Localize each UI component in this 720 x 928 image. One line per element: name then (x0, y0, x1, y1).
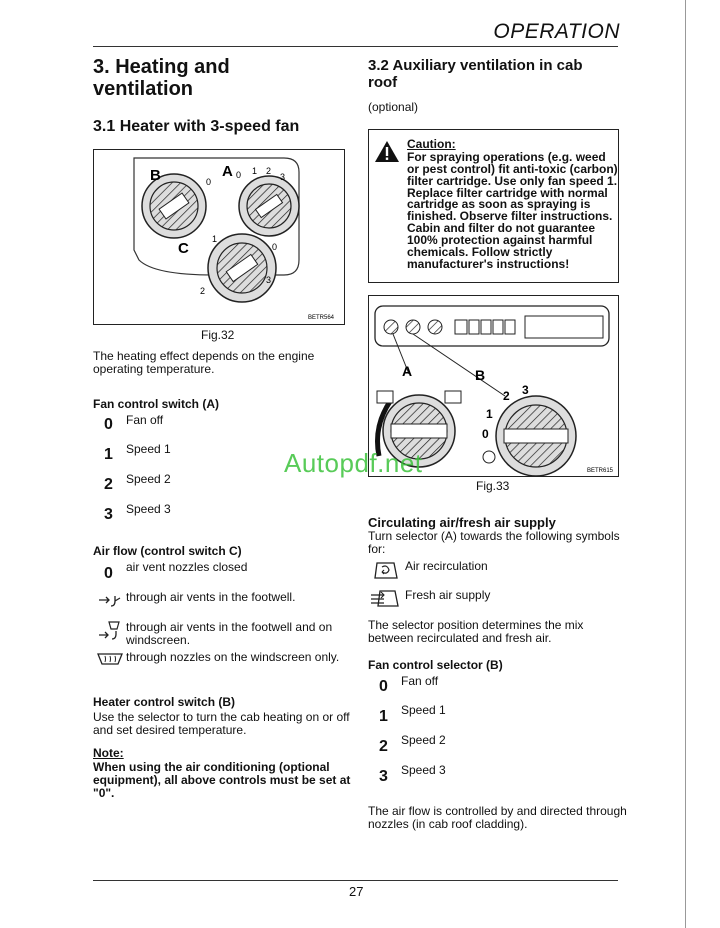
circ-item-label-0: Air recirculation (405, 559, 488, 573)
fig33-label-b: B (475, 367, 486, 383)
circ-mix-line2: between recirculated and fresh air. (368, 631, 552, 645)
fan-switch-num-1: 1 (104, 446, 113, 463)
fig32-dial-c-mark-0: 0 (272, 242, 278, 252)
fan-selector-heading: Fan control selector (B) (368, 658, 503, 672)
caution-line-3: Replace filter cartridge with normal (407, 186, 608, 200)
heater-panel-illustration (94, 150, 344, 324)
heater-switch-heading: Heater control switch (B) (93, 695, 236, 709)
fan-switch-num-3: 3 (104, 506, 113, 523)
circ-heading: Circulating air/fresh air supply (368, 515, 556, 530)
fan-switch-num-0: 0 (104, 416, 113, 433)
right-section-title-line1: 3.2 Auxiliary ventilation in cab (368, 57, 583, 74)
fan-selector-label-2: Speed 2 (401, 733, 446, 747)
fan-switch-label-2: Speed 2 (126, 472, 171, 486)
air-flow-label-1: through air vents in the footwell. (126, 590, 296, 604)
air-flow-label-2-line2: windscreen. (126, 633, 191, 647)
dial-a (239, 176, 299, 236)
caution-line-8: chemicals. Follow strictly (407, 245, 553, 259)
fig32-dial-c-mark-2: 2 (200, 286, 206, 296)
caution-box (368, 129, 619, 283)
running-header: OPERATION (493, 20, 620, 43)
air-flow-label-3: through nozzles on the windscreen only. (126, 650, 340, 664)
fig32-dial-c-mark-1: 1 (212, 234, 218, 244)
note-title: Note: (93, 746, 124, 760)
fig32-dial-a-mark-2: 2 (266, 166, 272, 176)
fan-selector-num-1: 1 (379, 708, 388, 725)
fan-selector-num-2: 2 (379, 738, 388, 755)
figure-heater-controls (93, 149, 345, 325)
footwell-windscreen-icon (97, 619, 123, 643)
fan-switch-label-0: Fan off (126, 413, 164, 427)
note-line1: When using the air conditioning (optional (93, 760, 330, 774)
fig33-mark-0: 0 (482, 427, 489, 441)
fan-switch-num-2: 2 (104, 476, 113, 493)
fan-switch-label-1: Speed 1 (126, 442, 171, 456)
caution-line-0: For spraying operations (e.g. weed (407, 150, 606, 164)
fig33-mark-3: 3 (522, 383, 529, 397)
circ-line2: for: (368, 542, 386, 556)
fan-switch-label-3: Speed 3 (126, 502, 171, 516)
fig33-label-a: A (402, 363, 413, 379)
fig33-code: BETR615 (587, 468, 614, 474)
dial-c (208, 234, 276, 302)
caution-line-6: Cabin and filter do not guarantee (407, 221, 596, 235)
fig33-caption: Fig.33 (476, 479, 510, 493)
fig32-dial-a-mark-3: 3 (280, 172, 286, 182)
optional-label: (optional) (368, 100, 419, 114)
airflow-line2: nozzles (in cab roof cladding). (368, 817, 528, 831)
fig32-dial-b-mark-0: 0 (206, 177, 212, 187)
circ-item-label-1: Fresh air supply (405, 588, 491, 602)
fig32-dial-c-mark-3: 3 (266, 275, 272, 285)
note-line3: "0". (93, 786, 115, 800)
fan-selector-num-0: 0 (379, 678, 388, 695)
section-title: 3. Heating and ventilation (93, 56, 230, 100)
footer-rule (93, 880, 618, 881)
caution-line-9: manufacturer's instructions! (407, 257, 570, 271)
header-rule (93, 46, 618, 47)
fig32-label-b: B (150, 167, 161, 184)
note-line2: equipment), all above controls must be set at (93, 773, 351, 787)
fan-selector-label-3: Speed 3 (401, 763, 446, 777)
caution-line-1: or pest control) fit anti-toxic (carbon) (407, 162, 618, 176)
fig32-caption: Fig.32 (201, 328, 235, 342)
right-section-title-line2: roof (368, 74, 398, 91)
heating-intro: The heating effect depends on the engine operating temperature. (93, 349, 315, 376)
fan-switch-heading: Fan control switch (A) (93, 397, 219, 411)
warning-triangle-icon (374, 140, 400, 163)
air-flow-heading: Air flow (control switch C) (93, 544, 242, 558)
subsection-title: 3.1 Heater with 3-speed fan (93, 118, 300, 135)
air-recirculation-icon (372, 558, 400, 580)
fan-selector-label-1: Speed 1 (401, 703, 446, 717)
caution-title: Caution: (407, 137, 456, 151)
caution-line-7: 100% protection against harmful (407, 233, 593, 247)
caution-line-2: filter cartridge. Use only fan speed 1. (407, 174, 618, 188)
watermark: Autopdf.net (284, 448, 423, 478)
fig33-mark-2: 2 (503, 389, 510, 403)
fig32-label-c: C (178, 240, 189, 257)
circ-line1: Turn selector (A) towards the following symbols (368, 529, 620, 543)
footwell-vent-icon (97, 592, 123, 610)
fan-selector-num-3: 3 (379, 768, 388, 785)
caution-line-5: finished. Observe filter instructions. (407, 209, 613, 223)
page-number: 27 (349, 884, 364, 899)
fig32-dial-a-mark-0: 0 (236, 170, 242, 180)
fig32-dial-a-mark-1: 1 (252, 166, 258, 176)
airflow-line1: The air flow is controlled by and directed through (368, 804, 627, 818)
circ-mix-line1: The selector position determines the mix (368, 618, 584, 632)
caution-line-4: cartridge as soon as spraying is (407, 197, 591, 211)
air-flow-num-0: 0 (104, 565, 113, 582)
fresh-air-icon (370, 586, 400, 608)
heater-switch-line1: Use the selector to turn the cab heating on or off (93, 710, 350, 724)
air-flow-label-2-line1: through air vents in the footwell and on (126, 620, 333, 634)
dial-b-roof (496, 396, 576, 476)
fan-selector-label-0: Fan off (401, 674, 439, 688)
page-edge (685, 0, 686, 928)
fig32-label-a: A (222, 163, 233, 180)
air-flow-label-0: air vent nozzles closed (126, 560, 248, 574)
fig33-mark-1: 1 (486, 407, 493, 421)
heater-switch-line2: and set desired temperature. (93, 723, 247, 737)
fig32-code: BETR564 (308, 315, 335, 321)
windscreen-nozzle-icon (96, 651, 124, 667)
